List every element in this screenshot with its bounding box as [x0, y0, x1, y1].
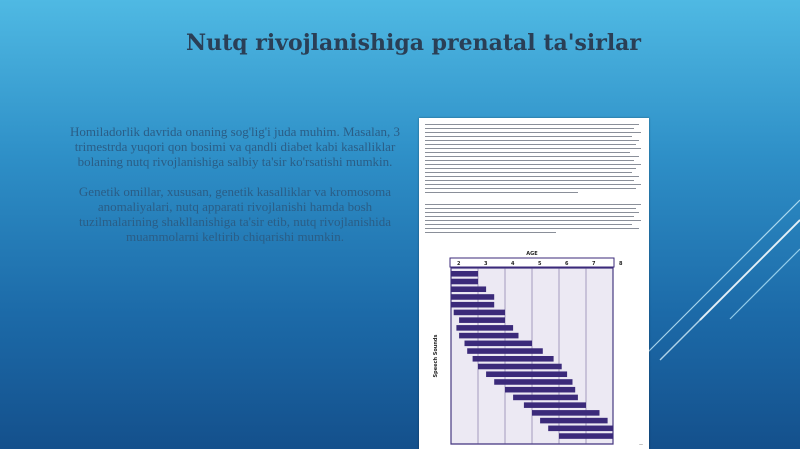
chart-bar	[459, 317, 505, 323]
body-paragraph-1: Homiladorlik davrida onaning sog'lig'i juda muhim. Masalan, 3 trimestrda yuqori qon bosimi va qandli diabet kabi kasalliklar bolaning nutq rivojlanishiga salbiy ta'sir ko'rsatishi mumkin.	[70, 124, 400, 169]
speech-sounds-figure	[419, 118, 649, 449]
chart-bar	[451, 302, 494, 308]
chart-bar	[454, 310, 505, 316]
chart-bar	[451, 279, 478, 285]
speech-sounds-chart	[419, 248, 649, 449]
chart-bar	[456, 325, 513, 331]
chart-bar	[532, 410, 600, 416]
body-paragraph-2: Genetik omillar, xususan, genetik kasalliklar va kromosoma anomaliyalari, nutq apparati rivojlanishi hamda bosh tuzilmalarining shakllanishiga ta'sir etib, nutq rivojlanishida muammolarni keltirib chiqarishi mumkin.	[78, 184, 392, 244]
chart-bar	[559, 433, 613, 439]
chart-bar	[540, 418, 608, 424]
slide-title: Nutq rivojlanishiga prenatal ta'sirlar	[186, 30, 642, 56]
figure-credit-mark: —	[639, 442, 643, 447]
chart-bar	[505, 387, 575, 393]
chart-bar	[451, 271, 478, 277]
chart-x-tick-label: 3	[484, 261, 488, 267]
chart-bar	[524, 402, 586, 408]
chart-age-header	[450, 258, 614, 267]
chart-bar	[459, 333, 518, 339]
chart-bar	[451, 286, 486, 292]
chart-x-tick-label: 2	[457, 261, 461, 267]
chart-bar	[486, 371, 567, 377]
chart-x-tick-label: 6	[565, 261, 569, 267]
chart-bar	[478, 364, 562, 370]
chart-bar	[548, 426, 613, 432]
chart-x-tick-label: 8	[619, 261, 623, 267]
chart-bar	[467, 348, 543, 354]
figure-text-block-1	[425, 124, 643, 196]
chart-xlabel: AGE	[526, 251, 538, 257]
chart-bar	[494, 379, 572, 385]
chart-ylabel: Speech Sounds	[433, 334, 439, 378]
chart-bar	[465, 341, 533, 347]
chart-bar	[451, 294, 494, 300]
slide-body	[60, 124, 410, 259]
chart-x-tick-label: 5	[538, 261, 542, 267]
chart-x-tick-label: 4	[511, 261, 515, 267]
chart-bar	[473, 356, 554, 362]
chart-x-tick-label: 7	[592, 261, 596, 267]
chart-bar	[513, 395, 578, 401]
figure-text-block-2	[425, 204, 643, 236]
